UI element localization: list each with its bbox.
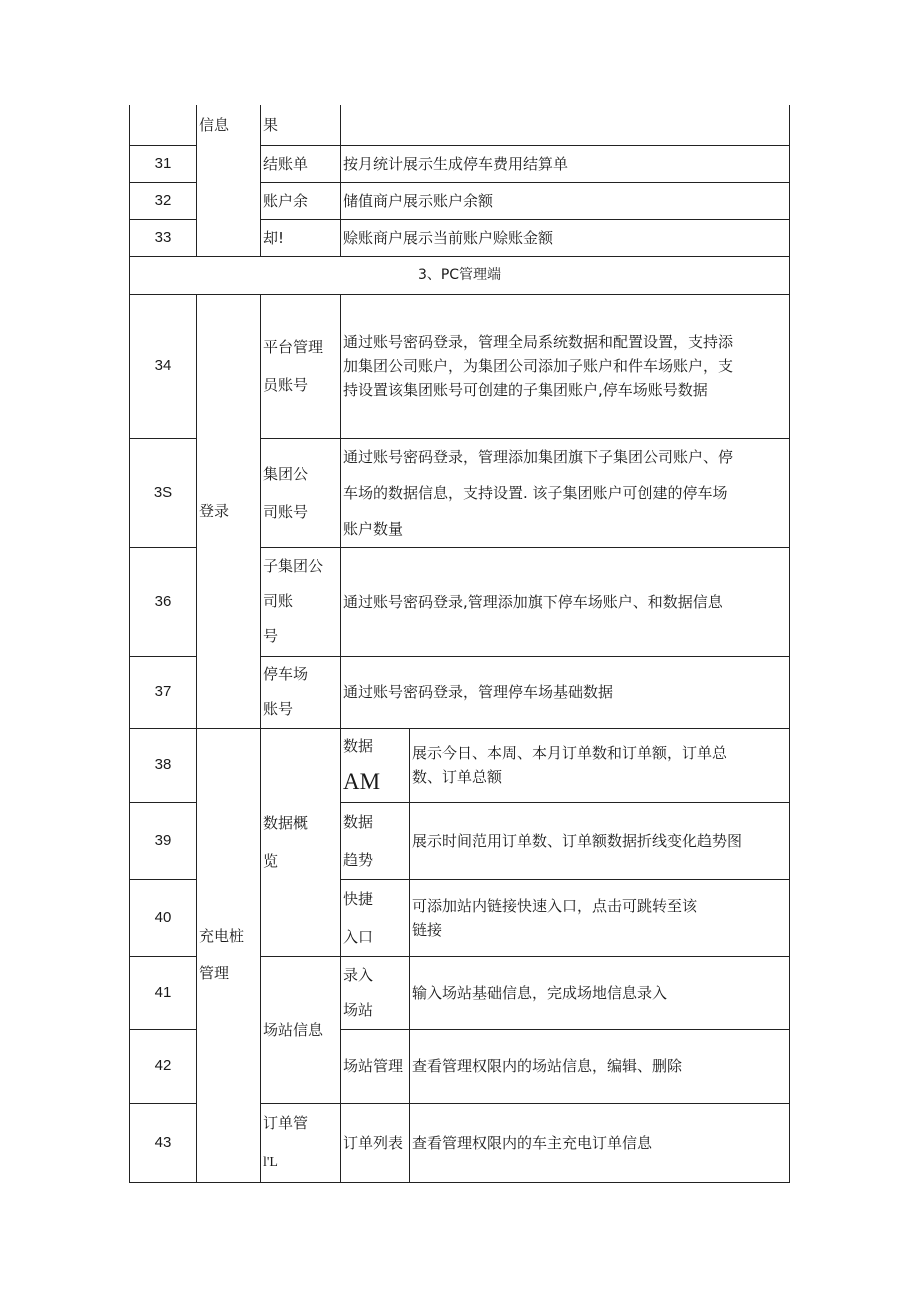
sub-function-cell: 场站管理 [341,1029,410,1103]
description-cell: 储值商户展示账户余额 [341,182,790,219]
description-line: 通过账号密码登录，管理全局系统数据和配置设置，支持添 [343,333,734,351]
function-line: 号 [263,627,279,645]
description-cell [341,105,790,145]
description-cell: 按月统计展示生成停车费用结算单 [341,145,790,182]
group-cell [261,1103,341,1182]
row-number: 37 [130,656,197,728]
description-cell: 输入场站基础信息，完成场地信息录入 [410,956,790,1029]
description-line: 账户数量 [343,519,404,538]
row-number: 42 [130,1029,197,1103]
sub-function-line: 快捷 [343,889,374,908]
group-line: l'L [263,1154,278,1170]
group-cell: 场站信息 [261,956,341,1103]
function-line: 司账 [263,592,294,610]
row-number: 34 [130,294,197,438]
description-line: 可添加站内链接快速入口，点击可跳转至该 [412,896,698,915]
function-cell: 账户余 [261,182,341,219]
table-row [130,105,790,145]
function-cell [261,656,341,728]
row-number: 40 [130,879,197,956]
function-cell: 却! [261,219,341,256]
sub-function-line: AM [343,768,381,794]
group-line: 数据概 [263,814,309,832]
group-line: 览 [263,852,279,870]
description-line: 通过账号密码登录，管理添加集团旗下子集团公司账户、停 [343,447,734,466]
row-number [130,105,197,145]
sub-function-line: 数据 [343,812,374,831]
section-title: 3、PC管理端 [130,256,790,294]
function-line: 司账号 [263,502,309,521]
sub-function-line: 场站 [343,1000,374,1019]
row-number: 33 [130,219,197,256]
description-cell: 查看管理权限内的车主充电订单信息 [410,1103,790,1182]
description-line: 数、订单总额 [412,768,503,786]
sub-function-line: 录入 [343,965,374,984]
row-number: 3S [130,438,197,547]
description-line: 持设置该集团账号可创建的子集团账户,停车场账号数据 [343,381,708,399]
function-line: 集团公 [263,464,309,483]
row-number: 43 [130,1103,197,1182]
module-cell: 登录 [197,294,261,728]
description-cell: 赊账商户展示当前账户赊账金额 [341,219,790,256]
sub-function-cell [341,879,410,956]
description-cell [341,438,790,547]
sub-function-line: 入口 [343,927,374,946]
row-number: 31 [130,145,197,182]
row-number: 39 [130,802,197,879]
function-cell [261,547,341,656]
sub-function-line: 趋势 [343,850,374,869]
section-header-row [130,256,790,294]
module-cell [197,728,261,1182]
function-line: 账号 [263,700,294,718]
description-cell [410,728,790,802]
sub-function-cell [341,802,410,879]
function-line: 员账号 [263,376,309,394]
module-line: 充电桩 [199,927,245,945]
row-number: 32 [130,182,197,219]
description-line: 加集团公司账户，为集团公司添加子账户和件车场账户，支 [343,357,734,375]
description-line: 车场的数据信息，支持设置. 该子集团账户可创建的停车场 [343,483,728,502]
module-line: 管理 [199,964,230,982]
row-number: 41 [130,956,197,1029]
table-row [130,728,790,802]
function-line: 停车场 [263,665,309,683]
function-line: 子集团公 [263,557,324,575]
group-cell [261,728,341,956]
description-line: 展示今日、本周、本月订单数和订单额，订单总 [412,744,728,762]
module-cell: 信息 [197,105,261,256]
sub-function-cell: 订单列表 [341,1103,410,1182]
row-number: 36 [130,547,197,656]
group-line: 订单管 [263,1113,309,1132]
function-cell: 果 [261,105,341,145]
description-cell: 展示时间范用订单数、订单额数据折线变化趋势图 [410,802,790,879]
requirements-table [129,105,790,1183]
sub-function-line: 数据 [343,736,374,755]
sub-function-cell [341,728,410,802]
function-cell [261,438,341,547]
description-cell: 查看管理权限内的场站信息，编辑、删除 [410,1029,790,1103]
table-row [130,294,790,438]
function-cell: 结账单 [261,145,341,182]
function-cell [261,294,341,438]
row-number: 38 [130,728,197,802]
description-cell: 通过账号密码登录,管理添加旗下停车场账户、和数据信息 [341,547,790,656]
sub-function-cell [341,956,410,1029]
function-line: 平台管理 [263,338,324,356]
description-cell [341,294,790,438]
description-line: 链接 [412,920,443,939]
description-cell: 通过账号密码登录，管理停车场基础数据 [341,656,790,728]
description-cell [410,879,790,956]
